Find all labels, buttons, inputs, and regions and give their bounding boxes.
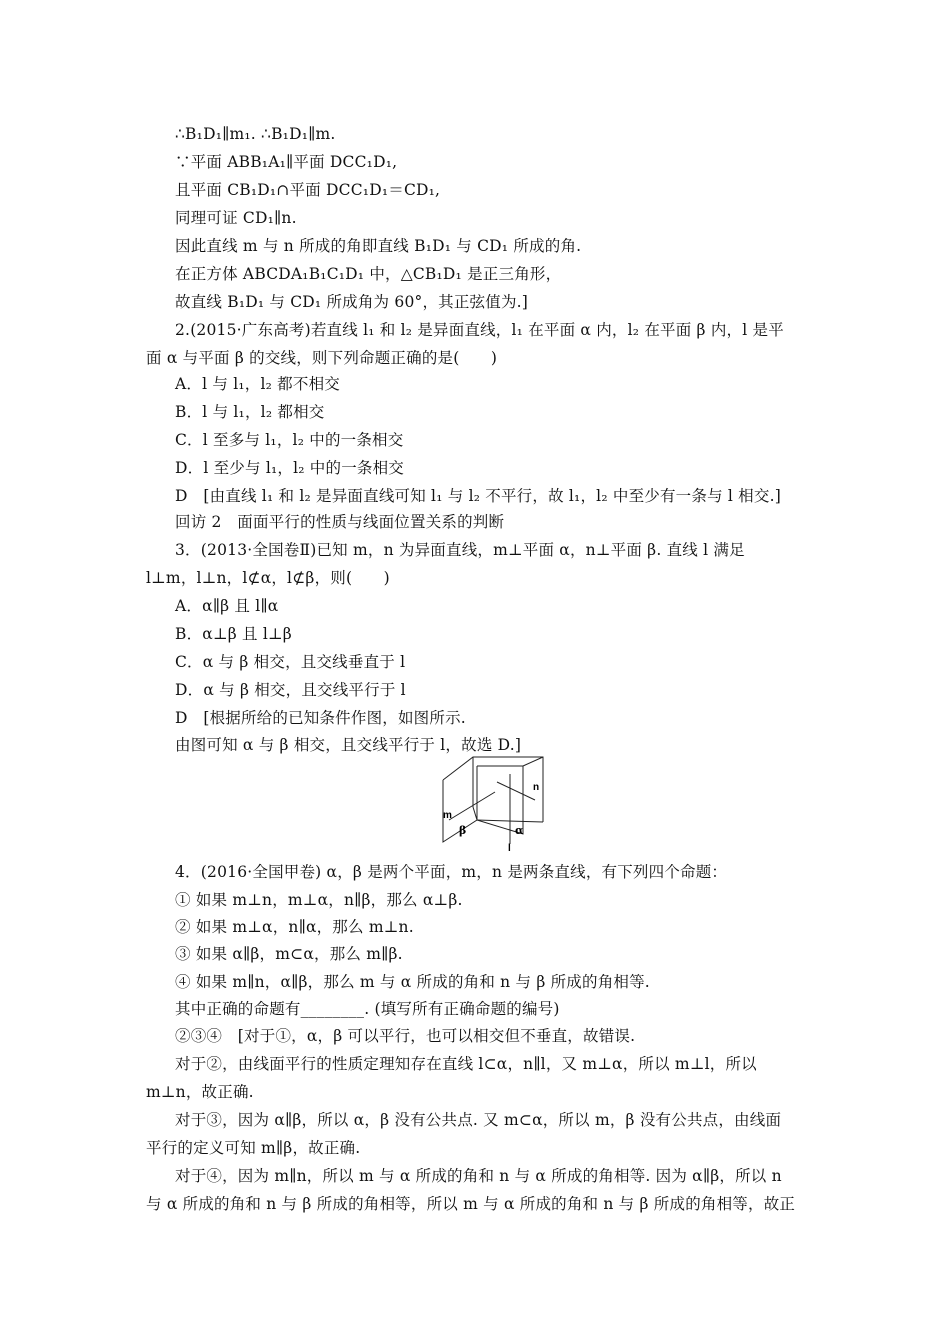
option-d: D．l 至少与 l₁，l₂ 中的一条相交: [175, 459, 405, 477]
question-3-stem-cont: l⊥m，l⊥n，l⊄α，l⊄β，则( ): [146, 569, 390, 587]
text-line: 在正方体 ABCDA₁B₁C₁D₁ 中，△CB₁D₁ 是正三角形，: [175, 265, 562, 283]
question-4-prompt: 其中正确的命题有________. (填写所有正确命题的编号): [175, 1000, 560, 1018]
option-c: C．l 至多与 l₁，l₂ 中的一条相交: [175, 431, 404, 449]
section-heading: 回访 2 面面平行的性质与线面位置关系的判断: [175, 513, 505, 531]
question-2-stem-cont: 面 α 与平面 β 的交线，则下列命题正确的是( ): [146, 349, 498, 367]
answer-4-para-2: 对于②，由线面平行的性质定理知存在直线 l⊂α，n∥l，又 m⊥α，所以 m⊥l，所以: [175, 1055, 757, 1073]
option-b: B．α⊥β 且 l⊥β: [175, 625, 292, 643]
option-b: B．l 与 l₁，l₂ 都相交: [175, 403, 325, 421]
proposition-4: ④ 如果 m∥n，α∥β，那么 m 与 α 所成的角和 n 与 β 所成的角相等.: [175, 973, 650, 991]
answer-4-para-4-cont: 与 α 所成的角和 n 与 β 所成的角相等，所以 m 与 α 所成的角和 n 与 β 所成的角相等，故正: [146, 1195, 796, 1213]
label-beta: β: [459, 824, 467, 837]
option-c: C．α 与 β 相交，且交线垂直于 l: [175, 653, 406, 671]
text-line: 且平面 CB₁D₁∩平面 DCC₁D₁＝CD₁,: [175, 181, 441, 199]
text-line: ∴B₁D₁∥m₁. ∴B₁D₁∥m.: [175, 125, 336, 143]
answer-2: D [由直线 l₁ 和 l₂ 是异面直线可知 l₁ 与 l₂ 不平行，故 l₁，l₂ 中至少有一条与 l 相交.]: [175, 487, 781, 505]
option-a: A．l 与 l₁，l₂ 都不相交: [175, 375, 340, 393]
option-d: D．α 与 β 相交，且交线平行于 l: [175, 681, 406, 699]
answer-4-para-3: 对于③，因为 α∥β，所以 α，β 没有公共点. 又 m⊂α，所以 m，β 没有公共点，由线面: [175, 1111, 782, 1129]
option-a: A．α∥β 且 l∥α: [175, 597, 279, 615]
proposition-1: ① 如果 m⊥n，m⊥α，n∥β，那么 α⊥β.: [175, 891, 463, 909]
label-m: m: [443, 810, 452, 821]
answer-3-cont: 由图可知 α 与 β 相交，且交线平行于 l，故选 D.]: [175, 736, 522, 754]
label-alpha: α: [515, 824, 524, 837]
question-4-stem: 4．(2016·全国甲卷) α，β 是两个平面，m，n 是两条直线，有下列四个命题：: [175, 863, 728, 881]
question-2-stem: 2.(2015·广东高考)若直线 l₁ 和 l₂ 是异面直线，l₁ 在平面 α 内，l₂ 在平面 β 内，l 是平: [175, 321, 784, 339]
answer-4-para-4: 对于④，因为 m∥n，所以 m 与 α 所成的角和 n 与 α 所成的角相等. 因为 α∥β，所以 n: [175, 1167, 782, 1185]
question-3-stem: 3．(2013·全国卷Ⅱ)已知 m，n 为异面直线，m⊥平面 α，n⊥平面 β. 直线 l 满足: [175, 541, 745, 559]
proposition-2: ② 如果 m⊥α，n∥α，那么 m⊥n.: [175, 918, 414, 936]
text-line: 因此直线 m 与 n 所成的角即直线 B₁D₁ 与 CD₁ 所成的角.: [175, 237, 582, 255]
answer-3: D [根据所给的已知条件作图，如图所示.: [175, 709, 466, 727]
answer-4-para-2-cont: m⊥n，故正确.: [146, 1083, 254, 1101]
label-l: l: [508, 843, 511, 852]
text-line: ∵平面 ABB₁A₁∥平面 DCC₁D₁,: [175, 153, 398, 171]
proposition-3: ③ 如果 α∥β，m⊂α，那么 m∥β.: [175, 945, 403, 963]
planes-figure: [435, 752, 550, 852]
answer-4: ②③④ [对于①，α，β 可以平行，也可以相交但不垂直，故错误.: [175, 1027, 636, 1045]
label-n: n: [533, 782, 540, 793]
text-line: 同理可证 CD₁∥n.: [175, 209, 297, 227]
answer-4-para-3-cont: 平行的定义可知 m∥β，故正确.: [146, 1139, 361, 1157]
text-line: 故直线 B₁D₁ 与 CD₁ 所成角为 60°，其正弦值为.]: [175, 293, 529, 311]
